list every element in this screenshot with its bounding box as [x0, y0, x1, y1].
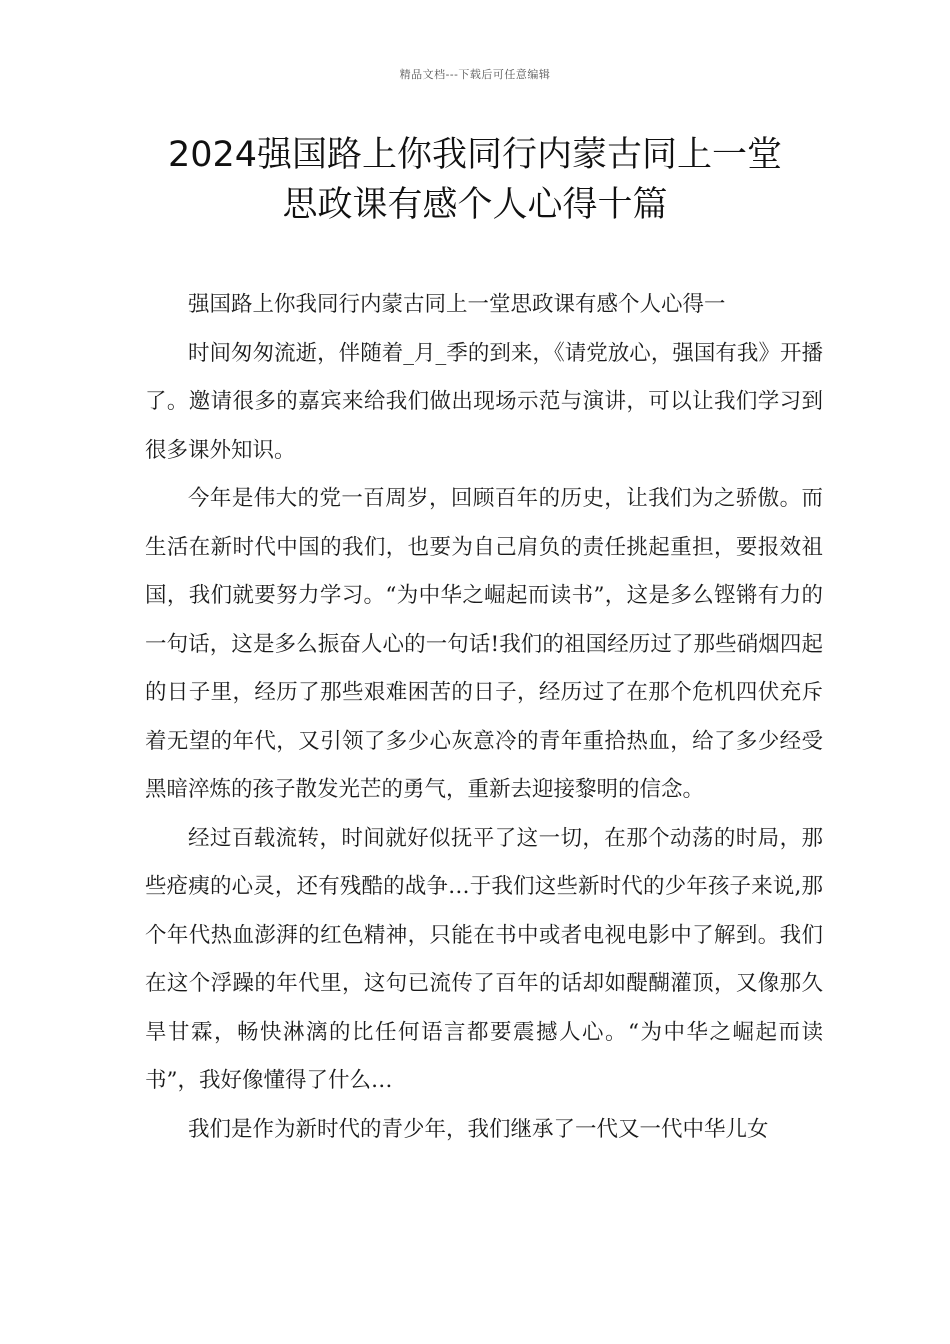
- document-title: [100, 130, 850, 230]
- title-line-1: 2024强国路上你我同行内蒙古同上一堂: [167, 135, 783, 175]
- paragraph-subheading: 强国路上你我同行内蒙古同上一堂思政课有感个人心得一: [188, 292, 726, 317]
- paragraph: 今年是伟大的党一百周岁，回顾百年的历史，让我们为之骄傲。而生活在新时代中国的我们，也要为自己肩负的责任挑起重担，要报效祖国，我们就要努力学习。“为中华之崛起而读书”，这是多么铿锵有力的一句话，这是多么振奋人心的一句话!我们的祖国经历过了那些硝烟四起的日子里，经历了那些艰难困苦的日子，经历过了在那个危机四伏充斥着无望的年代，又引领了多少心灰意冷的青年重拾热血，给了多少经受黑暗淬炼的孩子散发光芒的勇气，重新去迎接黎明的信念。: [145, 486, 823, 802]
- header-note: 精品文档---下载后可任意编辑: [399, 68, 551, 81]
- paragraph: 经过百载流转，时间就好似抚平了这一切，在那个动荡的时局，那些疮痍的心灵，还有残酷的战争…于我们这些新时代的少年孩子来说,那个年代热血澎湃的红色精神，只能在书中或者电视电影中了解到。我们在这个浮躁的年代里，这句已流传了百年的话却如醍醐灌顶，又像那久旱甘霖，畅快淋漓的比任何语言都要震撼人心。“为中华之崛起而读书”，我好像懂得了什么…: [145, 825, 823, 1093]
- paragraph: 我们是作为新时代的青少年，我们继承了一代又一代中华儿女: [188, 1116, 769, 1142]
- document-body: [145, 281, 823, 1154]
- title-line-2: 思政课有感个人心得十篇: [282, 185, 668, 225]
- paragraph: 时间匆匆流逝，伴随着_月_季的到来，《请党放心，强国有我》开播了。邀请很多的嘉宾来给我们做出现场示范与演讲，可以让我们学习到很多课外知识。: [145, 340, 823, 463]
